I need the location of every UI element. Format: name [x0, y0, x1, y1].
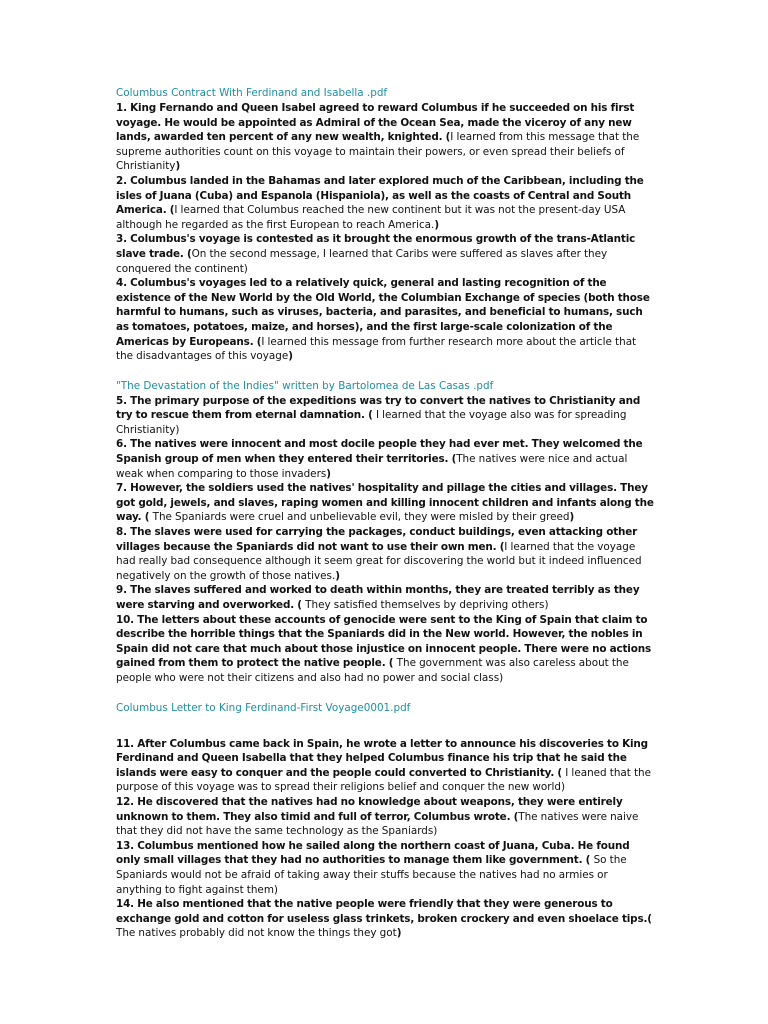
item-note: The natives were naive that they did not have the same technology as the Spaniards)	[116, 810, 639, 838]
list-item	[116, 795, 656, 839]
list-item	[116, 737, 656, 795]
item-statement: 14. He also mentioned that the native people were friendly that they were generous to exchange gold and cotton for useless glass trinkets, broken crockery and even shoelace tips.(	[116, 898, 652, 925]
item-note: The Spaniards were cruel and unbelievable evil, they were misled by their greed	[152, 511, 570, 524]
list-item	[116, 897, 656, 941]
list-item	[116, 101, 656, 174]
list-item	[116, 394, 656, 438]
document-page	[116, 86, 656, 941]
item-close: )	[175, 160, 181, 173]
item-close: )	[434, 218, 439, 231]
list-item	[116, 613, 656, 686]
section-heading-contract: Columbus Contract With Ferdinand and Isabella .pdf	[116, 87, 388, 99]
item-note: They satisfied themselves by depriving others)	[305, 599, 549, 611]
section-spacer	[116, 686, 656, 701]
item-statement: 10. The letters about these accounts of genocide were sent to the King of Spain that claim to describe the horrible things that the Spaniards did in the New world. However, the nobles in Spain did not care that much about those injustice on innocent people. There were no actions gained from them to protect the native people. (	[116, 613, 651, 670]
section-spacer	[116, 364, 656, 379]
item-statement: 12. He discovered that the natives had no knowledge about weapons, they were entirely unknown to them. They also timid and full of terror, Columbus wrote. (	[116, 795, 623, 823]
item-note: I learned that Columbus reached the new continent but it was not the present-day USA although he regarded as the first European to reach America.	[116, 204, 626, 231]
list-item	[116, 583, 656, 612]
item-statement: 7. However, the soldiers used the natives' hospitality and pillage the cities and villages. They got gold, jewels, and slaves, raping women and killing innocent children and infants along the way. (	[116, 482, 654, 524]
list-item	[116, 839, 656, 897]
item-note: I leaned that the purpose of this voyage was to spread their religions belief and conquer the new world)	[116, 766, 652, 794]
section-heading-letter: Columbus Letter to King Ferdinand-First Voyage0001.pdf	[116, 701, 411, 714]
item-note: I learned this message from further research more about the article that the disadvantages of this voyage	[116, 335, 637, 363]
item-statement: 1. King Fernando and Queen Isabel agreed to reward Columbus if he succeeded on his first voyage. He would be appointed as Admiral of the Ocean Sea, made the viceroy of any new lands, awarded ten percent of any new wealth, knighted. (	[116, 102, 635, 144]
item-statement: 2. Columbus landed in the Bahamas and later explored much of the Caribbean, including the isles of Juana (Cuba) and Espanola (Hispaniola), as well as the coasts of Central and South America. (	[116, 174, 644, 217]
item-close: )	[326, 467, 331, 480]
item-note: I learned from this message that the supreme authorities count on this voyage to maintain their powers, or even spread their beliefs of Christianity	[116, 131, 640, 173]
list-item	[116, 481, 656, 525]
list-item	[116, 525, 656, 583]
item-statement: 3. Columbus's voyage is contested as it brought the enormous growth of the trans-Atlantic slave trade. (	[116, 233, 636, 260]
section-spacer	[116, 716, 656, 737]
item-note: The natives probably did not know the things they got	[116, 927, 397, 940]
item-statement: 6. The natives were innocent and most docile people they had ever met. They welcomed the Spanish group of men when they entered their territories. (	[116, 438, 643, 466]
list-item	[116, 276, 656, 364]
item-statement: 13. Columbus mentioned how he sailed along the northern coast of Juana, Cuba. He found only small villages that they had no authorities to manage them like government. (	[116, 839, 630, 867]
item-close: )	[396, 927, 402, 940]
item-note: I learned that the voyage had really bad consequence although it seem great for discovering the world but it indeed influenced negatively on the growth of those natives.	[116, 540, 642, 582]
item-statement: 4. Columbus's voyages led to a relatively quick, general and lasting recognition of the existence of the New World by the Old World, the Columbian Exchange of species (both those harmful to humans, such as viruses, bacteria, and parasites, and beneficial to humans, such as tomatoes, potatoes, maize, and horses), and the first large-scale colonization of the Americas by Europeans. (	[116, 277, 650, 348]
item-statement: 11. After Columbus came back in Spain, he wrote a letter to announce his discoveries to King Ferdinand and Queen Isabella that they helped Columbus finance his trip that he said the islands were easy to conquer and the people could converted to Christianity. (	[116, 737, 648, 779]
item-note: So the Spaniards would not be afraid of taking away their stuffs because the natives had no armies or anything to fight against them)	[116, 854, 627, 896]
item-close: )	[288, 350, 293, 363]
item-note: I learned that the voyage also was for spreading Christianity)	[116, 409, 627, 436]
list-item	[116, 174, 656, 232]
item-close: )	[569, 511, 575, 524]
item-close: )	[335, 569, 340, 582]
item-note: The government was also careless about the people who were not their citizens and also had no power and social class)	[116, 657, 629, 684]
section-heading-devastation: "The Devastation of the Indies" written by Bartolomea de Las Casas .pdf	[116, 379, 494, 392]
item-note: On the second message, I learned that Caribs were suffered as slaves after they conquered the continent)	[116, 247, 608, 275]
item-statement: 9. The slaves suffered and worked to death within months, they are treated terribly as they were starving and overworked. (	[116, 584, 640, 611]
item-statement: 5. The primary purpose of the expeditions was try to convert the natives to Christianity and try to rescue them from eternal damnation. (	[116, 394, 641, 422]
list-item	[116, 232, 656, 276]
item-note: The natives were nice and actual weak when comparing to those invaders	[116, 453, 628, 480]
list-item	[116, 437, 656, 481]
item-statement: 8. The slaves were used for carrying the packages, conduct buildings, even attacking other villages because the Spaniards did not want to use their own men. (	[116, 526, 638, 553]
